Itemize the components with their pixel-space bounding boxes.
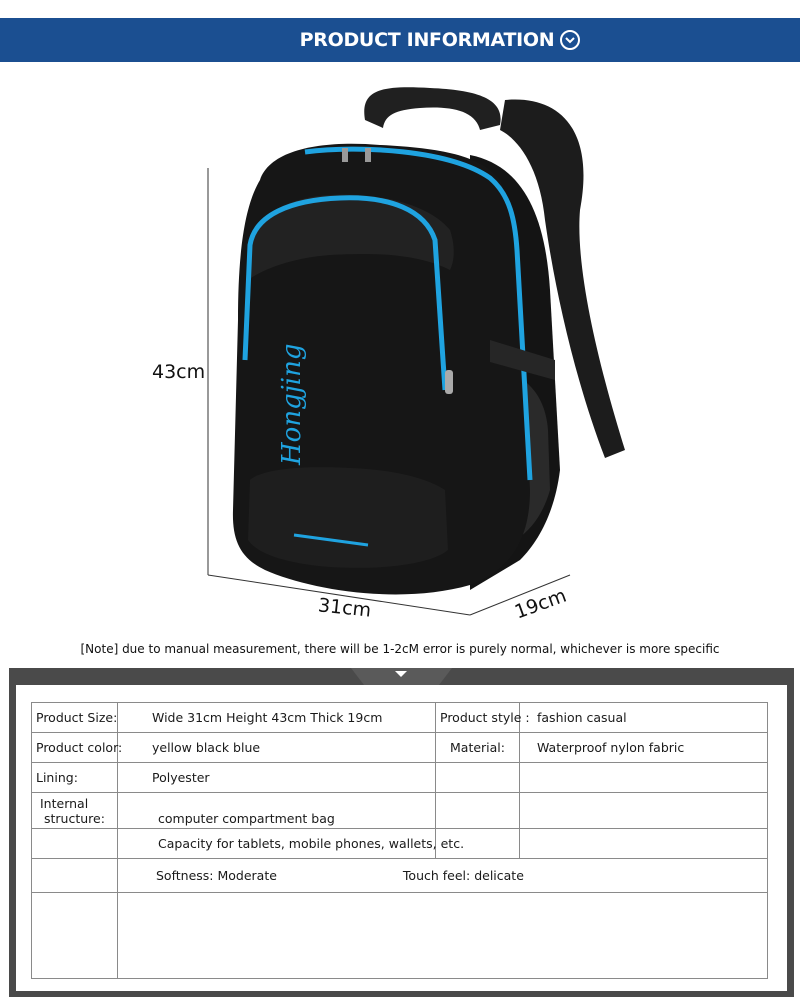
zipper-pull bbox=[365, 148, 371, 162]
material-value: Waterproof nylon fabric bbox=[520, 733, 768, 763]
section-banner bbox=[0, 18, 800, 62]
empty-cell bbox=[520, 829, 768, 859]
zipper-pull bbox=[342, 148, 348, 162]
table-row bbox=[32, 829, 768, 859]
brand-logo: Hongjing bbox=[277, 343, 307, 465]
measurement-note: [Note] due to manual measurement, there will be 1-2cM error is purely normal, whichever is more specific bbox=[80, 641, 720, 656]
size-value: Wide 31cm Height 43cm Thick 19cm bbox=[118, 703, 436, 733]
structure-value: computer compartment bag bbox=[118, 793, 436, 829]
softness-value: Softness: Moderate bbox=[156, 868, 277, 883]
touch-value: Touch feel: delicate bbox=[402, 868, 524, 883]
style-label: Product style : bbox=[436, 703, 520, 733]
lining-label: Lining: bbox=[32, 763, 118, 793]
structure-label-line: structure: bbox=[44, 810, 105, 826]
depth-label: 19cm bbox=[511, 584, 570, 624]
empty-cell bbox=[32, 829, 118, 859]
empty-cell bbox=[118, 893, 768, 979]
structure-value-extra: Capacity for tablets, mobile phones, wallets, etc. bbox=[118, 829, 436, 859]
front-lower-pocket bbox=[248, 467, 448, 568]
color-value: yellow black blue bbox=[118, 733, 436, 763]
backpack-illustration bbox=[0, 70, 800, 630]
chevron-down-circle-icon bbox=[560, 30, 580, 50]
product-figure bbox=[0, 70, 800, 630]
empty-cell bbox=[32, 893, 118, 979]
color-label: Product color: bbox=[32, 733, 118, 763]
top-handle bbox=[364, 87, 500, 130]
feel-row bbox=[118, 859, 768, 893]
height-label: 43cm bbox=[152, 361, 206, 383]
empty-cell bbox=[436, 763, 520, 793]
table-row bbox=[32, 859, 768, 893]
table-row bbox=[32, 733, 768, 763]
style-value: fashion casual bbox=[520, 703, 768, 733]
chevron-down-icon bbox=[351, 668, 452, 685]
empty-cell bbox=[520, 763, 768, 793]
structure-label bbox=[32, 793, 118, 829]
empty-cell bbox=[520, 793, 768, 829]
material-label: Material: bbox=[436, 733, 520, 763]
structure-label-line: Internal bbox=[40, 795, 89, 811]
banner-title: PRODUCT INFORMATION bbox=[299, 29, 555, 51]
table-row bbox=[32, 793, 768, 829]
table-row bbox=[32, 703, 768, 733]
table-row bbox=[32, 893, 768, 979]
empty-cell bbox=[436, 793, 520, 829]
lining-value: Polyester bbox=[118, 763, 436, 793]
width-label: 31cm bbox=[316, 594, 373, 622]
spec-table bbox=[31, 702, 768, 979]
empty-cell bbox=[32, 859, 118, 893]
size-label: Product Size: bbox=[32, 703, 118, 733]
table-row bbox=[32, 763, 768, 793]
zipper-pull bbox=[445, 370, 453, 394]
